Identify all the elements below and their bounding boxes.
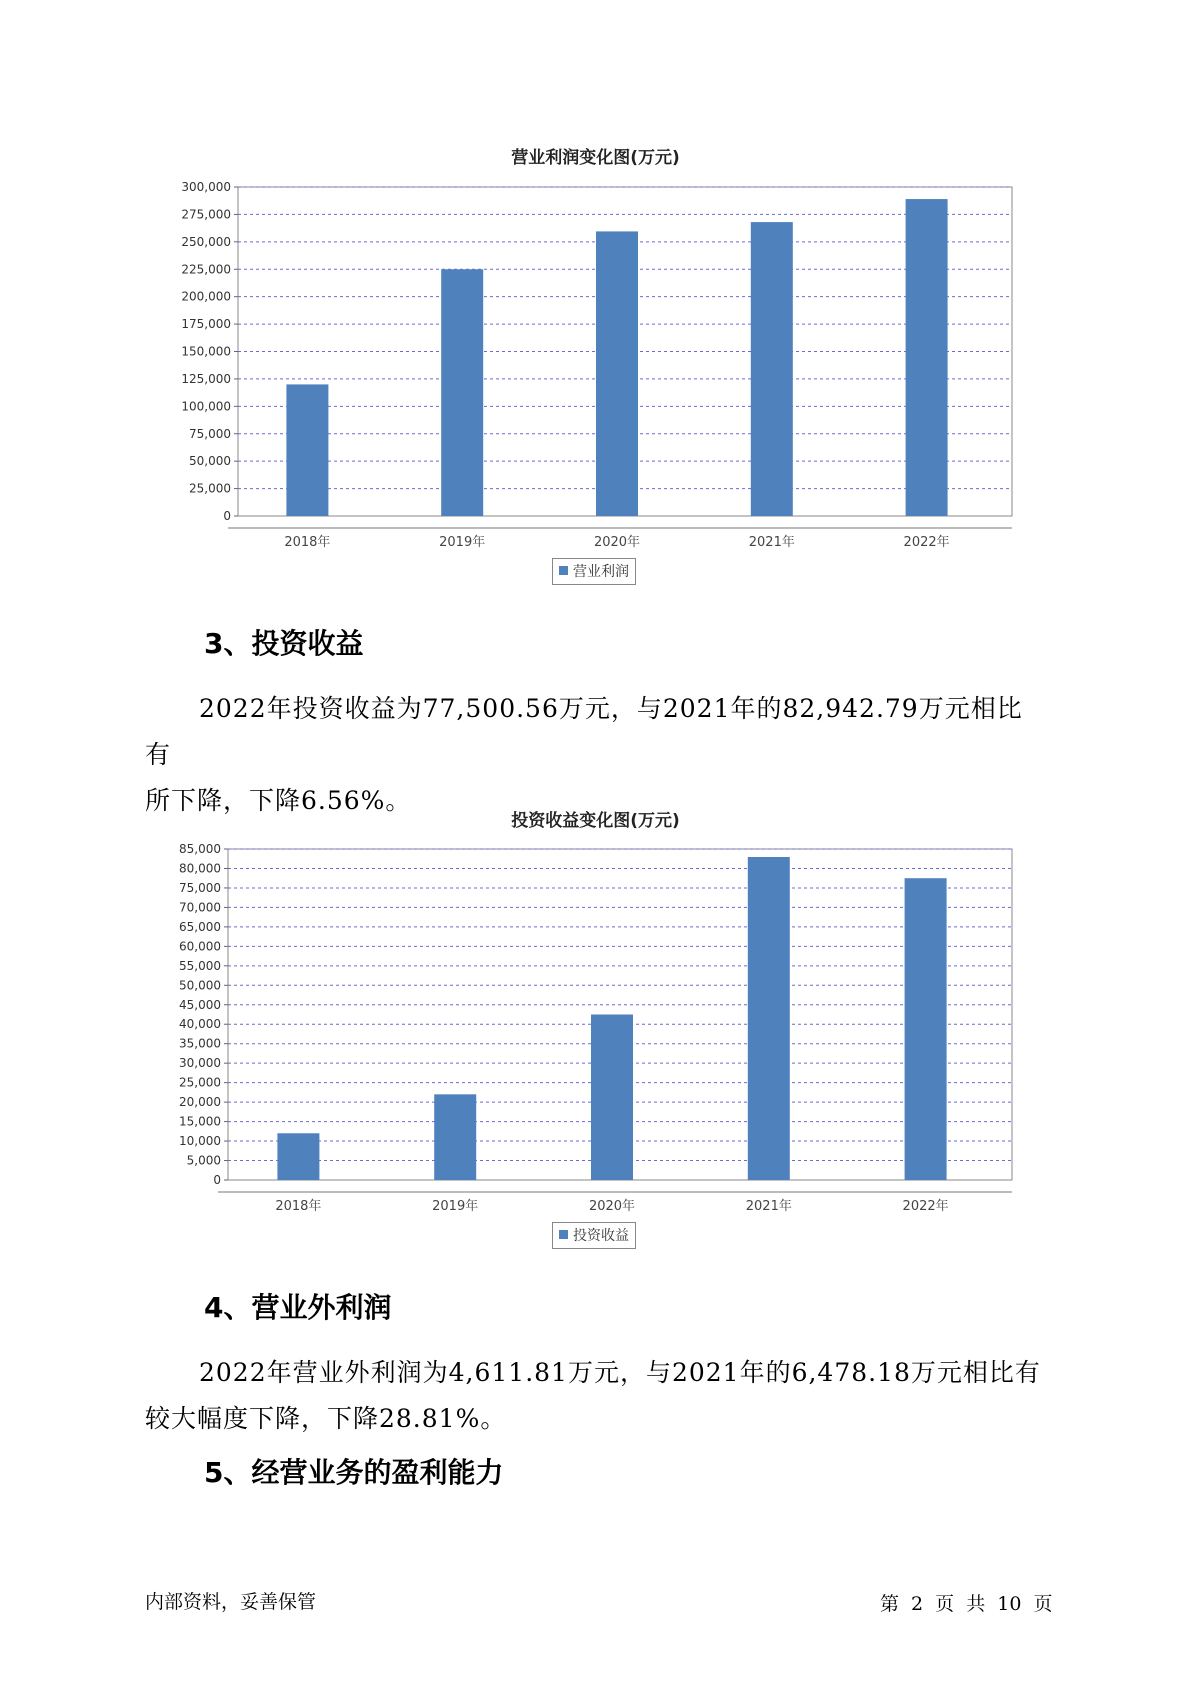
x-tick-label: 2021年 (748, 535, 795, 550)
x-tick-label: 2019年 (432, 1199, 479, 1214)
bar (905, 878, 947, 1180)
paragraph-line (145, 1396, 1045, 1442)
y-tick-label: 65,000 (179, 919, 221, 934)
chart-title: 营业利润变化图(万元) (511, 148, 680, 168)
chart-title: 投资收益变化图(万元) (511, 811, 680, 831)
y-tick-label: 0 (213, 1173, 221, 1187)
y-tick-label: 125,000 (181, 371, 231, 386)
bar (434, 1094, 476, 1180)
paragraph-text: 所下降，下降6.56%。 (145, 786, 412, 815)
y-tick-label: 10,000 (179, 1134, 221, 1149)
y-tick-label: 40,000 (179, 1017, 221, 1032)
y-tick-label: 25,000 (179, 1075, 221, 1090)
y-tick-label: 75,000 (179, 880, 221, 895)
x-tick-label: 2018年 (275, 1199, 322, 1214)
y-tick-label: 150,000 (181, 344, 231, 359)
y-tick-label: 30,000 (179, 1056, 221, 1071)
paragraph-non-operating-profit (145, 1350, 1045, 1442)
y-tick-label: 225,000 (181, 262, 231, 277)
bar (748, 857, 790, 1180)
y-tick-label: 100,000 (181, 399, 231, 414)
x-tick-label: 2020年 (588, 1199, 636, 1214)
section-heading-profitability: 5、经营业务的盈利能力 (204, 1456, 504, 1489)
y-tick-label: 175,000 (181, 317, 231, 332)
y-tick-label: 80,000 (179, 861, 221, 876)
paragraph-text: 2022年营业外利润为4,611.81万元，与2021年的6,478.18万元相比有 (199, 1358, 1041, 1387)
legend-label: 投资收益 (573, 1228, 629, 1244)
y-tick-label: 275,000 (181, 207, 231, 222)
y-tick-label: 60,000 (179, 939, 221, 954)
legend-swatch (559, 1230, 568, 1239)
y-tick-label: 300,000 (181, 180, 231, 194)
y-tick-label: 75,000 (189, 426, 231, 441)
y-tick-label: 25,000 (189, 481, 231, 496)
legend-label: 营业利润 (573, 564, 629, 580)
x-tick-label: 2018年 (284, 535, 331, 550)
x-tick-label: 2022年 (902, 1199, 949, 1214)
footer-page-number: 第 2 页 共 10 页 (880, 1593, 1053, 1615)
paragraph-text: 2022年投资收益为77,500.56万元，与2021年的82,942.79万元相比有 (145, 694, 1023, 769)
footer-confidential: 内部资料，妥善保管 (145, 1591, 317, 1613)
y-tick-label: 250,000 (181, 234, 231, 249)
x-tick-label: 2022年 (903, 535, 950, 550)
chart-legend (552, 1222, 636, 1249)
y-tick-label: 35,000 (179, 1036, 221, 1051)
y-tick-label: 200,000 (181, 289, 231, 304)
x-tick-label: 2020年 (593, 535, 641, 550)
bar (591, 1015, 633, 1181)
y-tick-label: 0 (223, 509, 231, 523)
y-tick-label: 85,000 (179, 842, 221, 856)
y-tick-label: 15,000 (179, 1114, 221, 1129)
paragraph-line (145, 1350, 1045, 1396)
y-tick-label: 20,000 (179, 1095, 221, 1110)
section-heading-investment-income: 3、投资收益 (204, 627, 364, 660)
y-tick-label: 5,000 (186, 1153, 221, 1168)
paragraph-text: 较大幅度下降，下降28.81%。 (145, 1404, 507, 1433)
y-tick-label: 45,000 (179, 997, 221, 1012)
y-tick-label: 55,000 (179, 958, 221, 973)
bar (277, 1133, 319, 1180)
x-tick-label: 2019年 (439, 535, 486, 550)
x-tick-label: 2021年 (745, 1199, 792, 1214)
y-tick-label: 70,000 (179, 900, 221, 915)
y-tick-label: 50,000 (179, 978, 221, 993)
y-tick-label: 50,000 (189, 454, 231, 469)
section-heading-non-operating-profit: 4、营业外利润 (204, 1291, 392, 1324)
